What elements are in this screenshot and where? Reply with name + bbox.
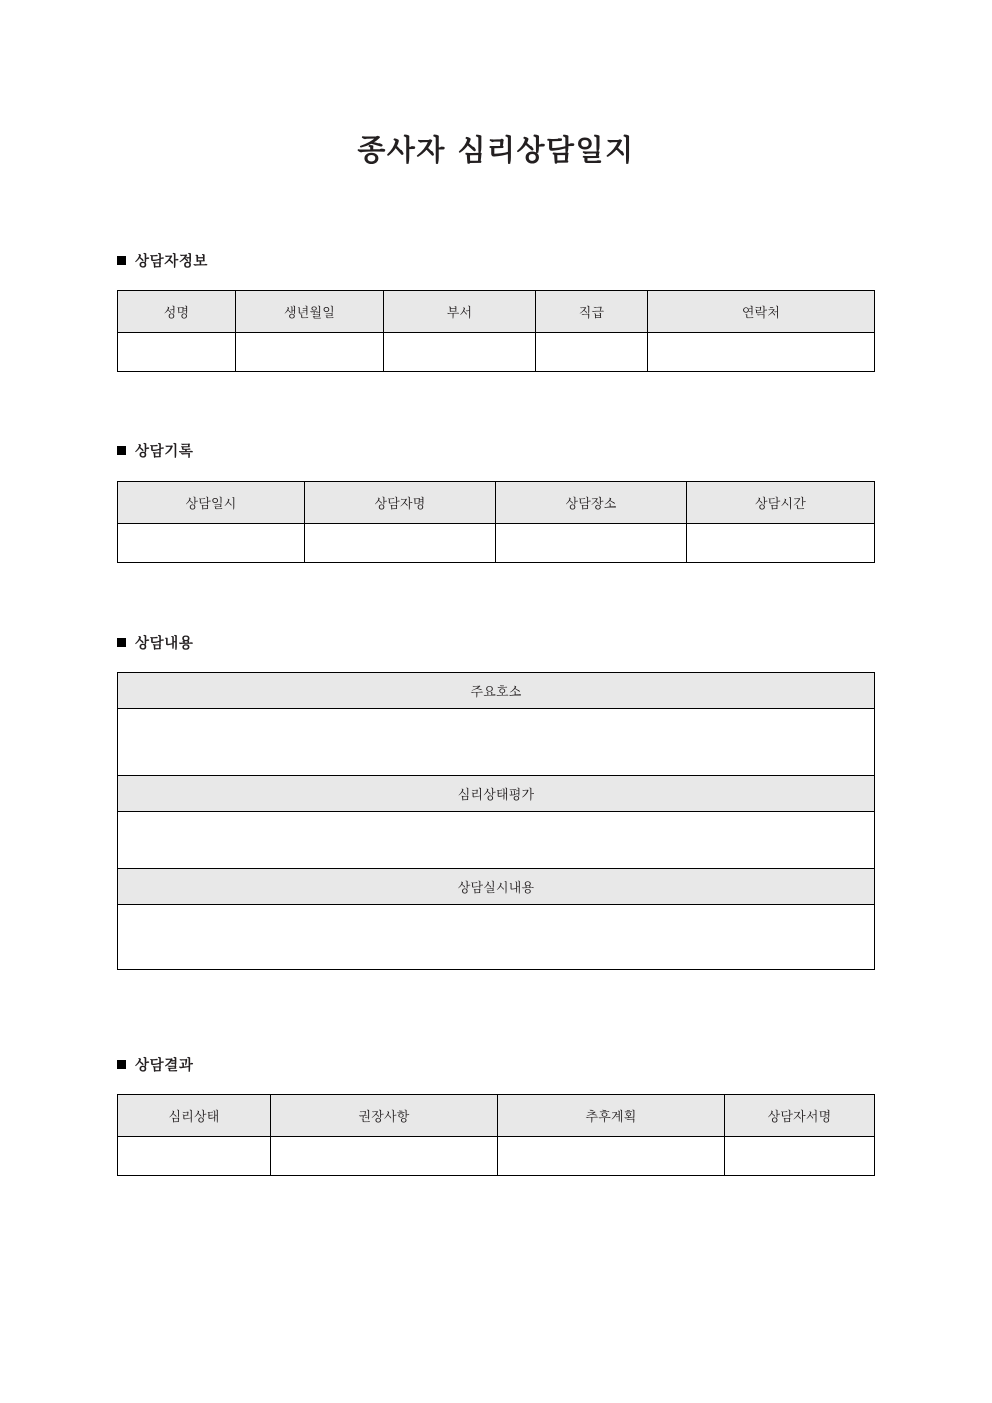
field-counsel-place[interactable] [496,524,687,563]
filled-square-bullet-icon [117,1060,126,1069]
field-recommendations[interactable] [271,1137,498,1176]
counsel-result-table [117,1094,875,1176]
field-psych-state[interactable] [118,1137,271,1176]
column-header-recommendations: 권장사항 [271,1095,498,1137]
section-heading-counselee-info [117,250,208,271]
table-row [118,1137,875,1176]
page-title: 종사자 심리상담일지 [357,133,635,167]
counsel-record-table [117,481,875,563]
block-header-counsel-details: 상담실시내용 [118,869,875,905]
table-row [118,709,875,776]
column-header-counselor-name: 상담자명 [305,482,496,524]
block-header-psych-assessment: 심리상태평가 [118,776,875,812]
column-header-birthdate: 생년월일 [236,291,384,333]
field-followup-plan[interactable] [498,1137,725,1176]
block-header-main-complaint: 주요호소 [118,673,875,709]
table-header-row [118,673,875,709]
column-header-followup-plan: 추후계획 [498,1095,725,1137]
field-psych-assessment[interactable] [118,812,875,869]
field-main-complaint[interactable] [118,709,875,776]
column-header-counsel-duration: 상담시간 [687,482,875,524]
section-heading-label: 상담내용 [135,636,194,652]
column-header-name: 성명 [118,291,236,333]
column-header-counsel-datetime: 상담일시 [118,482,305,524]
section-heading-label: 상담자정보 [135,254,209,270]
field-name[interactable] [118,333,236,372]
column-header-psych-state: 심리상태 [118,1095,271,1137]
filled-square-bullet-icon [117,638,126,647]
table-header-row [118,482,875,524]
table-header-row [118,869,875,905]
table-header-row [118,291,875,333]
counselee-info-table [117,290,875,372]
column-header-position: 직급 [536,291,648,333]
column-header-department: 부서 [384,291,536,333]
field-position[interactable] [536,333,648,372]
section-heading-counsel-record [117,440,193,461]
table-row [118,905,875,970]
table-row [118,333,875,372]
column-header-counselor-signature: 상담자서명 [725,1095,875,1137]
field-counsel-datetime[interactable] [118,524,305,563]
table-row [118,524,875,563]
field-counsel-details[interactable] [118,905,875,970]
field-contact[interactable] [648,333,875,372]
field-department[interactable] [384,333,536,372]
field-counselor-signature[interactable] [725,1137,875,1176]
filled-square-bullet-icon [117,446,126,455]
table-header-row [118,776,875,812]
field-birthdate[interactable] [236,333,384,372]
table-header-row [118,1095,875,1137]
section-heading-counsel-content [117,632,193,653]
column-header-counsel-place: 상담장소 [496,482,687,524]
field-counselor-name[interactable] [305,524,496,563]
counsel-content-table [117,672,875,970]
filled-square-bullet-icon [117,256,126,265]
section-heading-label: 상담기록 [135,444,194,460]
section-heading-label: 상담결과 [135,1058,194,1074]
field-counsel-duration[interactable] [687,524,875,563]
section-heading-counsel-result [117,1054,193,1075]
column-header-contact: 연락처 [648,291,875,333]
table-row [118,812,875,869]
